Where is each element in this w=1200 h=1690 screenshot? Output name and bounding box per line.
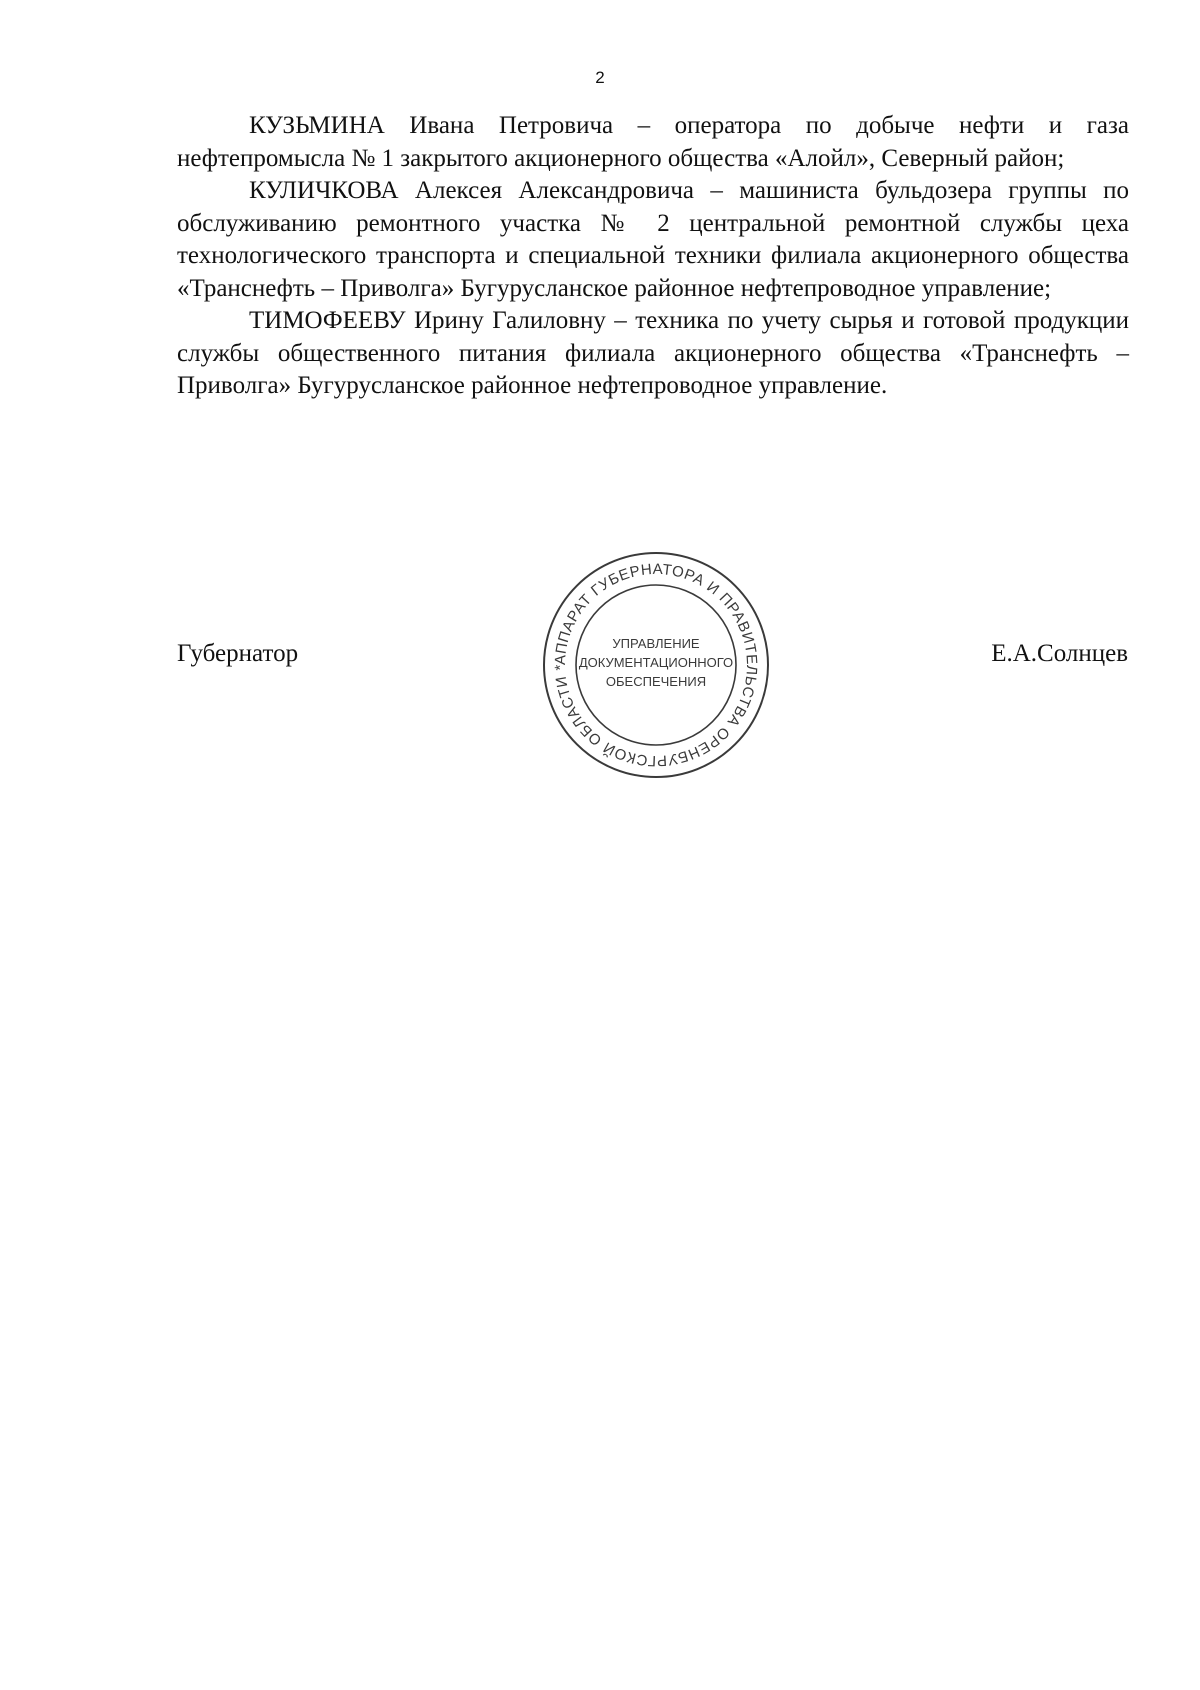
official-seal-stamp xyxy=(536,545,776,785)
document-body xyxy=(177,110,1129,403)
signer-name: Е.А.Солнцев xyxy=(991,640,1128,667)
award-paragraph-kulichkov: КУЛИЧКОВА Алексея Александровича – машиниста бульдозера группы по обслуживанию ремонтного участка № 2 центральной ремонтной службы цеха технологического транспорта и специальной техники филиала акционерного общества «Транснефть – Приволга» Бугурусланское районное нефтепроводное управление; xyxy=(177,177,1129,302)
seal-center-line-2: ДОКУМЕНТАЦИОННОГО xyxy=(578,655,734,670)
seal-center-line-1: УПРАВЛЕНИЕ xyxy=(612,636,700,651)
page-number: 2 xyxy=(595,68,605,87)
seal-graphic xyxy=(536,545,776,785)
seal-center-line-3: ОБЕСПЕЧЕНИЯ xyxy=(605,674,707,689)
seal-ring-text: АППАРАТ ГУБЕРНАТОРА И ПРАВИТЕЛЬСТВА ОРЕНБУРГСКОЙ ОБЛАСТИ * xyxy=(551,560,761,770)
award-paragraph-timofeeva: ТИМОФЕЕВУ Ирину Галиловну – техника по учету сырья и готовой продукции службы общественного питания филиала акционерного общества «Транснефть – Приволга» Бугурусланское районное нефтепроводное управление. xyxy=(177,307,1129,399)
award-paragraph-kuzmin: КУЗЬМИНА Ивана Петровича – оператора по добыче нефти и газа нефтепромысла № 1 закрытого акционерного общества «Алойл», Северный район; xyxy=(177,112,1129,172)
signer-title: Губернатор xyxy=(177,640,299,667)
